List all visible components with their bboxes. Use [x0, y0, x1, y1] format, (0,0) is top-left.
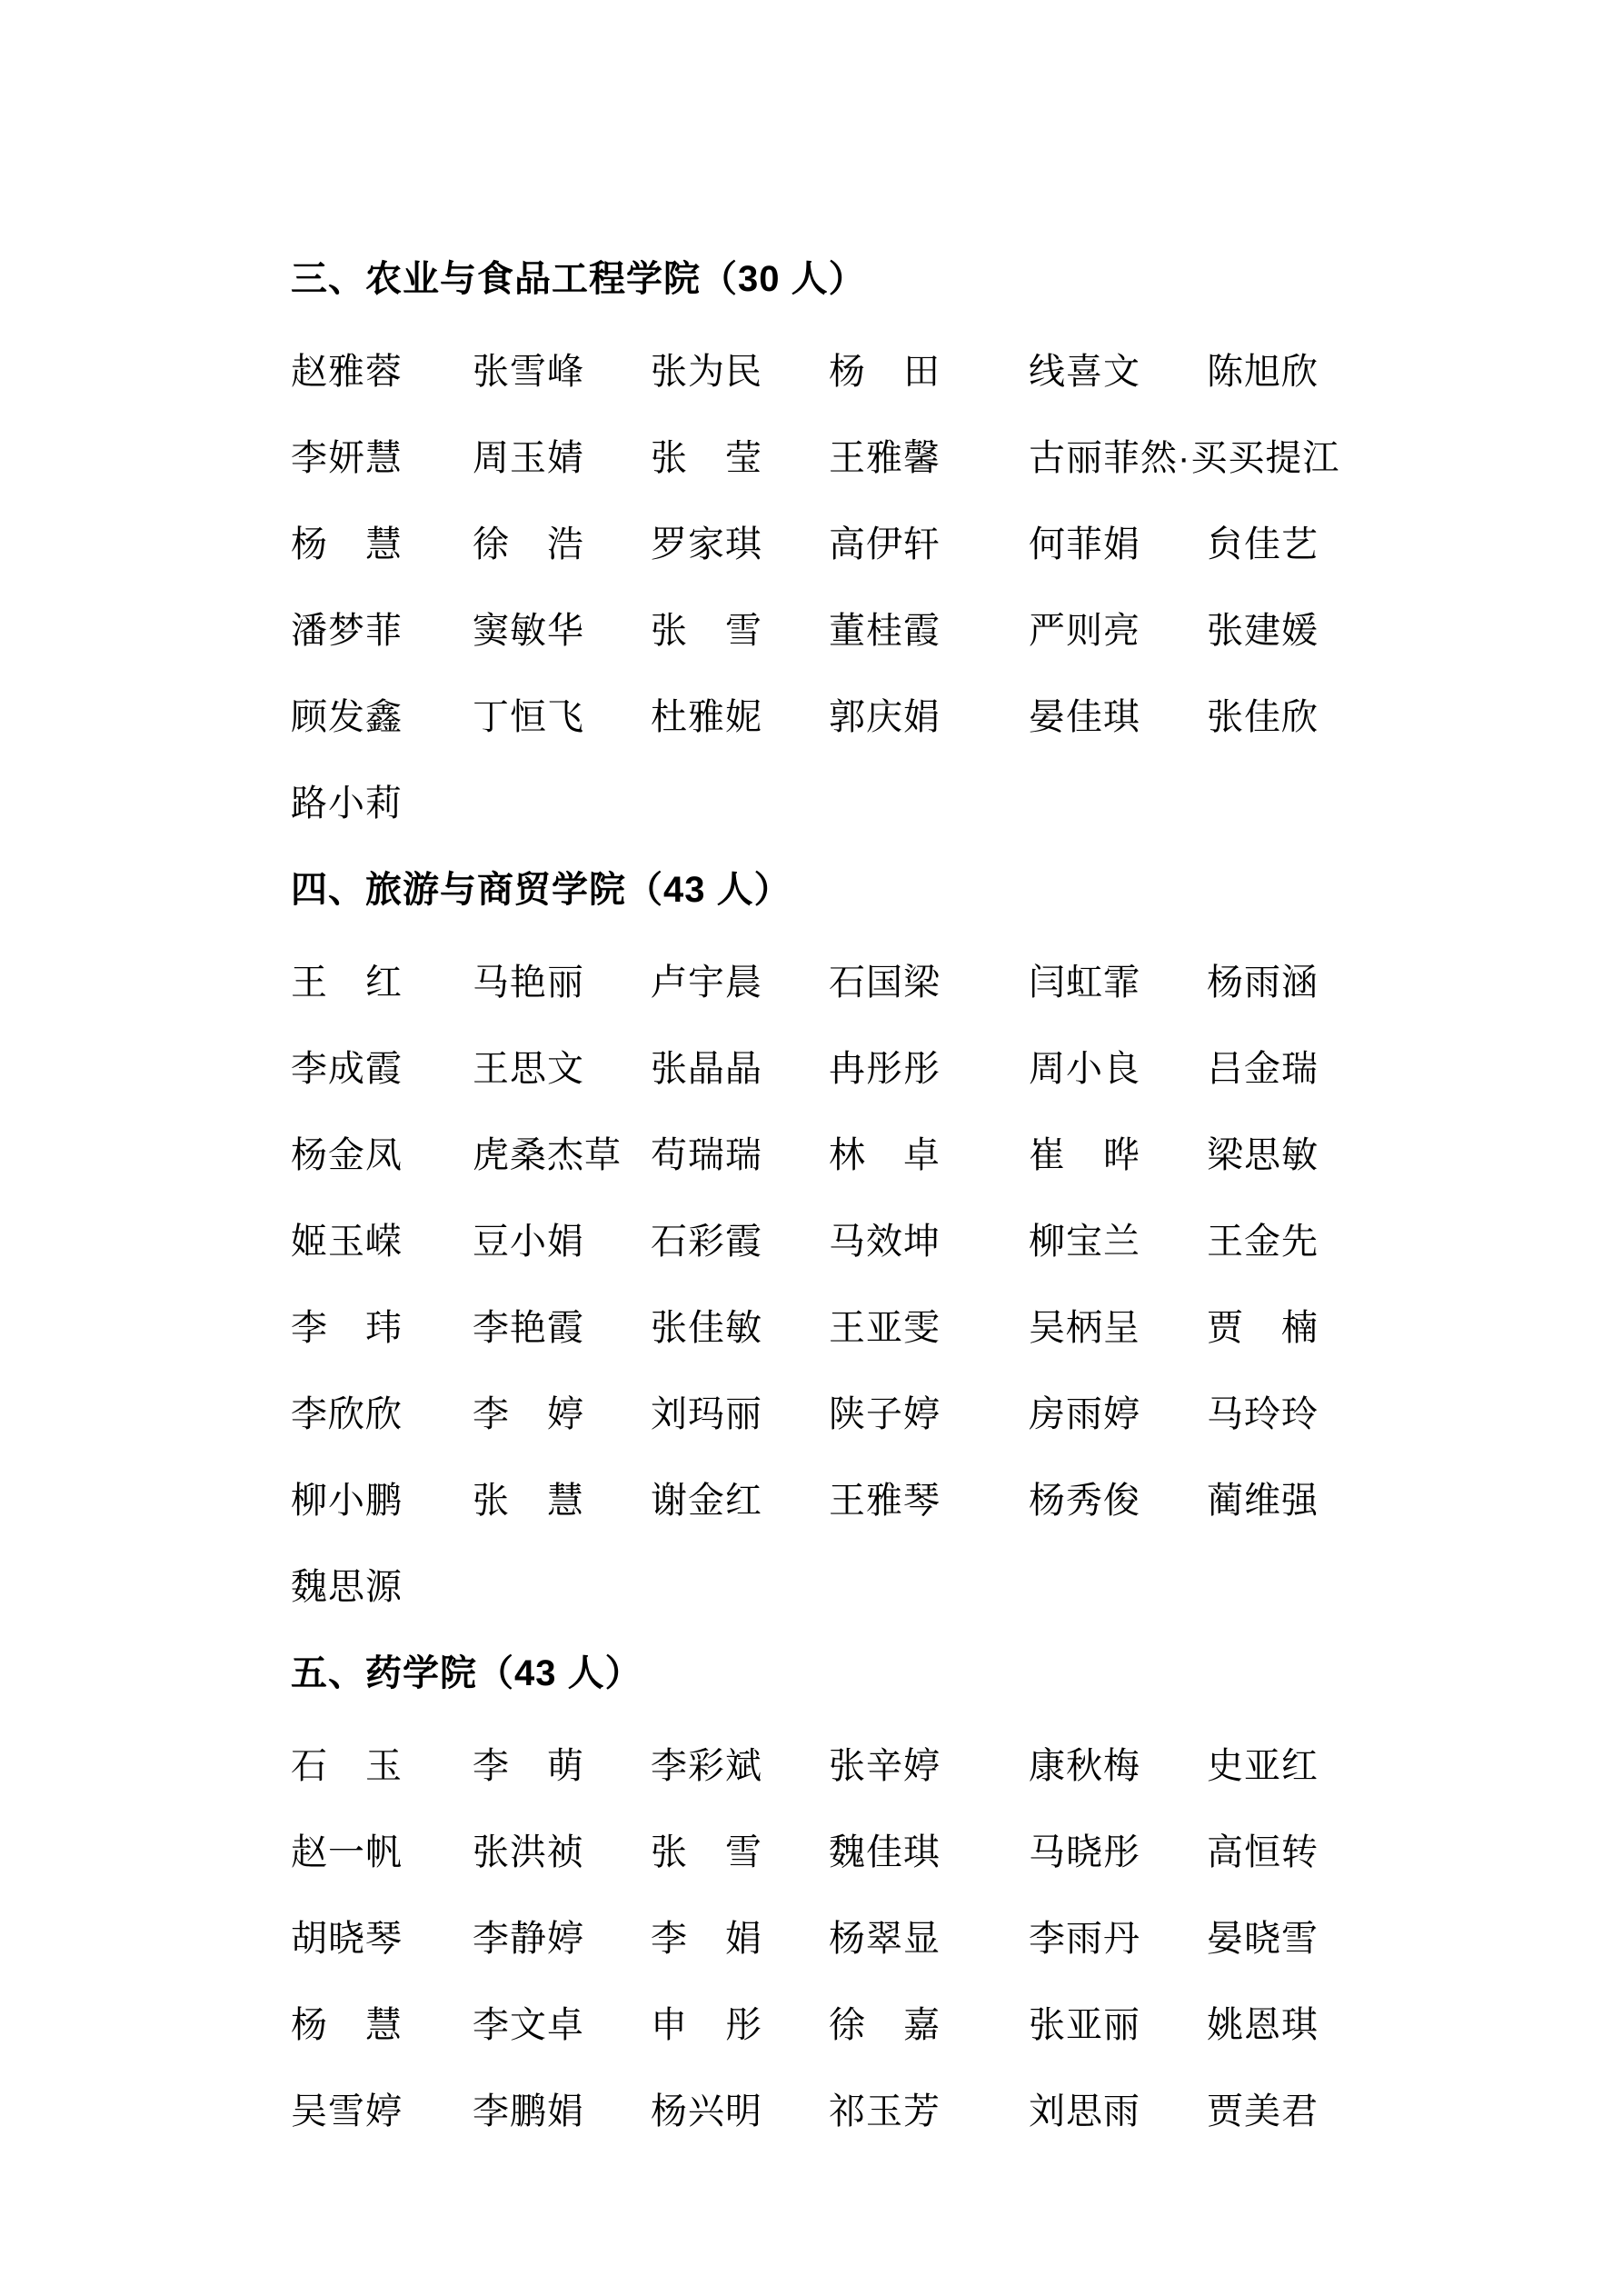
person-name: 王雅馨 [829, 438, 941, 478]
person-name: 卢宇晨 [651, 963, 762, 1003]
person-name: 王思文 [473, 1049, 584, 1089]
person-name: 王金先 [1207, 1222, 1319, 1262]
person-name: 王雅琴 [829, 1481, 941, 1521]
person-name: 张佳敏 [651, 1308, 762, 1348]
person-name: 杨翠显 [829, 1919, 941, 1959]
person-name: 梁思敏 [1207, 1135, 1319, 1175]
person-name: 张亚丽 [1029, 2005, 1140, 2045]
person-name: 刘玛丽 [651, 1394, 762, 1434]
person-name: 姚恩琪 [1207, 2005, 1319, 2045]
person-name: 李雨丹 [1029, 1919, 1140, 1959]
person-name: 赵雅蓉 [291, 352, 403, 392]
person-name: 康秋梅 [1029, 1746, 1140, 1786]
person-name: 李艳霞 [473, 1308, 584, 1348]
person-name: 顾发鑫 [291, 697, 403, 737]
person-name: 吕金瑞 [1207, 1049, 1319, 1089]
person-name: 李妍慧 [291, 438, 403, 478]
person-name: 马效坤 [829, 1222, 941, 1262]
name-row [291, 609, 1389, 653]
person-name: 吴雪婷 [291, 2091, 403, 2131]
person-name: 马晓彤 [1029, 1832, 1140, 1872]
person-name: 杨 慧 [291, 2005, 403, 2045]
person-name: 杨雨涵 [1207, 963, 1319, 1003]
person-name: 魏佳琪 [829, 1832, 941, 1872]
person-name: 王 红 [291, 963, 403, 1003]
person-name: 陕子婷 [829, 1394, 941, 1434]
person-name: 姬玉嵘 [291, 1222, 403, 1262]
person-name: 晏佳琪 [1029, 697, 1140, 737]
person-name: 郭庆娟 [829, 697, 941, 737]
person-name: 蔺维强 [1207, 1481, 1319, 1521]
person-name: 魏思源 [291, 1567, 403, 1607]
person-name: 丁恒飞 [473, 697, 584, 737]
person-name: 贾 楠 [1207, 1308, 1319, 1348]
person-name: 李 萌 [473, 1746, 584, 1786]
person-name: 马艳丽 [473, 963, 584, 1003]
name-row [291, 1047, 1389, 1091]
person-name: 刘思雨 [1029, 2091, 1140, 2131]
person-name: 冉彤彤 [829, 1049, 941, 1089]
person-name: 杨兴明 [651, 2091, 762, 2131]
person-name: 王亚雯 [829, 1308, 941, 1348]
person-name: 徐 浩 [473, 524, 584, 564]
person-name: 张辛婷 [829, 1746, 941, 1786]
person-name: 张佳欣 [1207, 697, 1319, 737]
person-name: 杨秀俊 [1029, 1481, 1140, 1521]
person-name: 陈旭欣 [1207, 352, 1319, 392]
person-name: 线喜文 [1029, 352, 1140, 392]
person-name: 闫虹霏 [1029, 963, 1140, 1003]
person-name: 张建媛 [1207, 611, 1319, 651]
person-name: 石国梁 [829, 963, 941, 1003]
person-name: 申 彤 [651, 2005, 762, 2045]
person-name: 虎桑杰草 [473, 1135, 622, 1175]
person-name: 贠佳艺 [1207, 524, 1319, 564]
person-name: 李 玮 [291, 1308, 403, 1348]
person-name: 路小莉 [291, 784, 403, 824]
person-name: 张 雪 [651, 1832, 762, 1872]
person-name: 李鹏娟 [473, 2091, 584, 2131]
section-heading: 三、农业与食品工程学院（30 人） [291, 259, 866, 299]
name-row [291, 1133, 1389, 1177]
person-name: 严则亮 [1029, 611, 1140, 651]
name-row [291, 1565, 1389, 1609]
person-name: 史亚红 [1207, 1746, 1319, 1786]
person-name: 贾美君 [1207, 2091, 1319, 2131]
section-heading: 四、旅游与商贸学院（43 人） [291, 870, 792, 910]
person-name: 李 婷 [473, 1394, 584, 1434]
name-row [291, 1306, 1389, 1350]
name-row [291, 1479, 1389, 1522]
person-name: 李彩斌 [651, 1746, 762, 1786]
person-name: 高恒转 [1207, 1832, 1319, 1872]
name-row [291, 1393, 1389, 1436]
name-row [291, 2090, 1389, 2133]
person-name: 董桂霞 [829, 611, 941, 651]
person-name: 张为民 [651, 352, 762, 392]
name-list [291, 1744, 1389, 2133]
person-name: 胡晓琴 [291, 1919, 403, 1959]
person-name: 张 慧 [473, 1481, 584, 1521]
section-agriculture-food-engineering [291, 257, 1389, 825]
name-row [291, 350, 1389, 394]
name-row [291, 436, 1389, 480]
person-name: 李成霞 [291, 1049, 403, 1089]
name-row [291, 2003, 1389, 2047]
person-name: 石彩霞 [651, 1222, 762, 1262]
person-name: 晏晓雪 [1207, 1919, 1319, 1959]
person-name: 周玉婧 [473, 438, 584, 478]
person-name: 豆小娟 [473, 1222, 584, 1262]
name-list [291, 350, 1389, 825]
person-name: 杨金凤 [291, 1135, 403, 1175]
person-name: 何菲娟 [1029, 524, 1140, 564]
person-name: 杨 慧 [291, 524, 403, 564]
name-row [291, 782, 1389, 825]
name-list [291, 961, 1389, 1609]
person-name: 高伊轩 [829, 524, 941, 564]
person-name: 石 玉 [291, 1746, 403, 1786]
name-row [291, 695, 1389, 739]
person-name: 张 莹 [651, 438, 762, 478]
name-row [291, 1831, 1389, 1874]
name-row [291, 523, 1389, 566]
person-name: 崔 晔 [1029, 1135, 1140, 1175]
person-name: 罗家琪 [651, 524, 762, 564]
person-name: 潘梦菲 [291, 611, 403, 651]
person-name: 张洪祯 [473, 1832, 584, 1872]
section-heading: 五、药学院（43 人） [291, 1653, 642, 1693]
name-row [291, 1220, 1389, 1263]
person-name: 李欣欣 [291, 1394, 403, 1434]
person-name: 祁玉芳 [829, 2091, 941, 2131]
person-name: 张 雪 [651, 611, 762, 651]
person-name: 李文卓 [473, 2005, 584, 2045]
person-name: 杜雅妮 [651, 697, 762, 737]
person-name: 古丽菲然·买买提江 [1029, 438, 1340, 478]
person-name: 赵一帆 [291, 1832, 403, 1872]
section-tourism-commerce [291, 868, 1389, 1609]
person-name: 房雨婷 [1029, 1394, 1140, 1434]
name-row [291, 1744, 1389, 1788]
person-name: 李静婷 [473, 1919, 584, 1959]
person-name: 张雪峰 [473, 352, 584, 392]
person-name: 柳宝兰 [1029, 1222, 1140, 1262]
person-name: 李 娟 [651, 1919, 762, 1959]
person-name: 谢金红 [651, 1481, 762, 1521]
name-row [291, 1917, 1389, 1961]
person-name: 张晶晶 [651, 1049, 762, 1089]
person-name: 徐 嘉 [829, 2005, 941, 2045]
person-name: 苟瑞瑞 [651, 1135, 762, 1175]
person-name: 林 卓 [829, 1135, 941, 1175]
name-row [291, 961, 1389, 1004]
person-name: 杨 田 [829, 352, 941, 392]
person-name: 马玲玲 [1207, 1394, 1319, 1434]
person-name: 周小良 [1029, 1049, 1140, 1089]
section-pharmacy [291, 1652, 1389, 2133]
person-name: 吴柄呈 [1029, 1308, 1140, 1348]
person-name: 窦敏华 [473, 611, 584, 651]
person-name: 柳小鹏 [291, 1481, 403, 1521]
